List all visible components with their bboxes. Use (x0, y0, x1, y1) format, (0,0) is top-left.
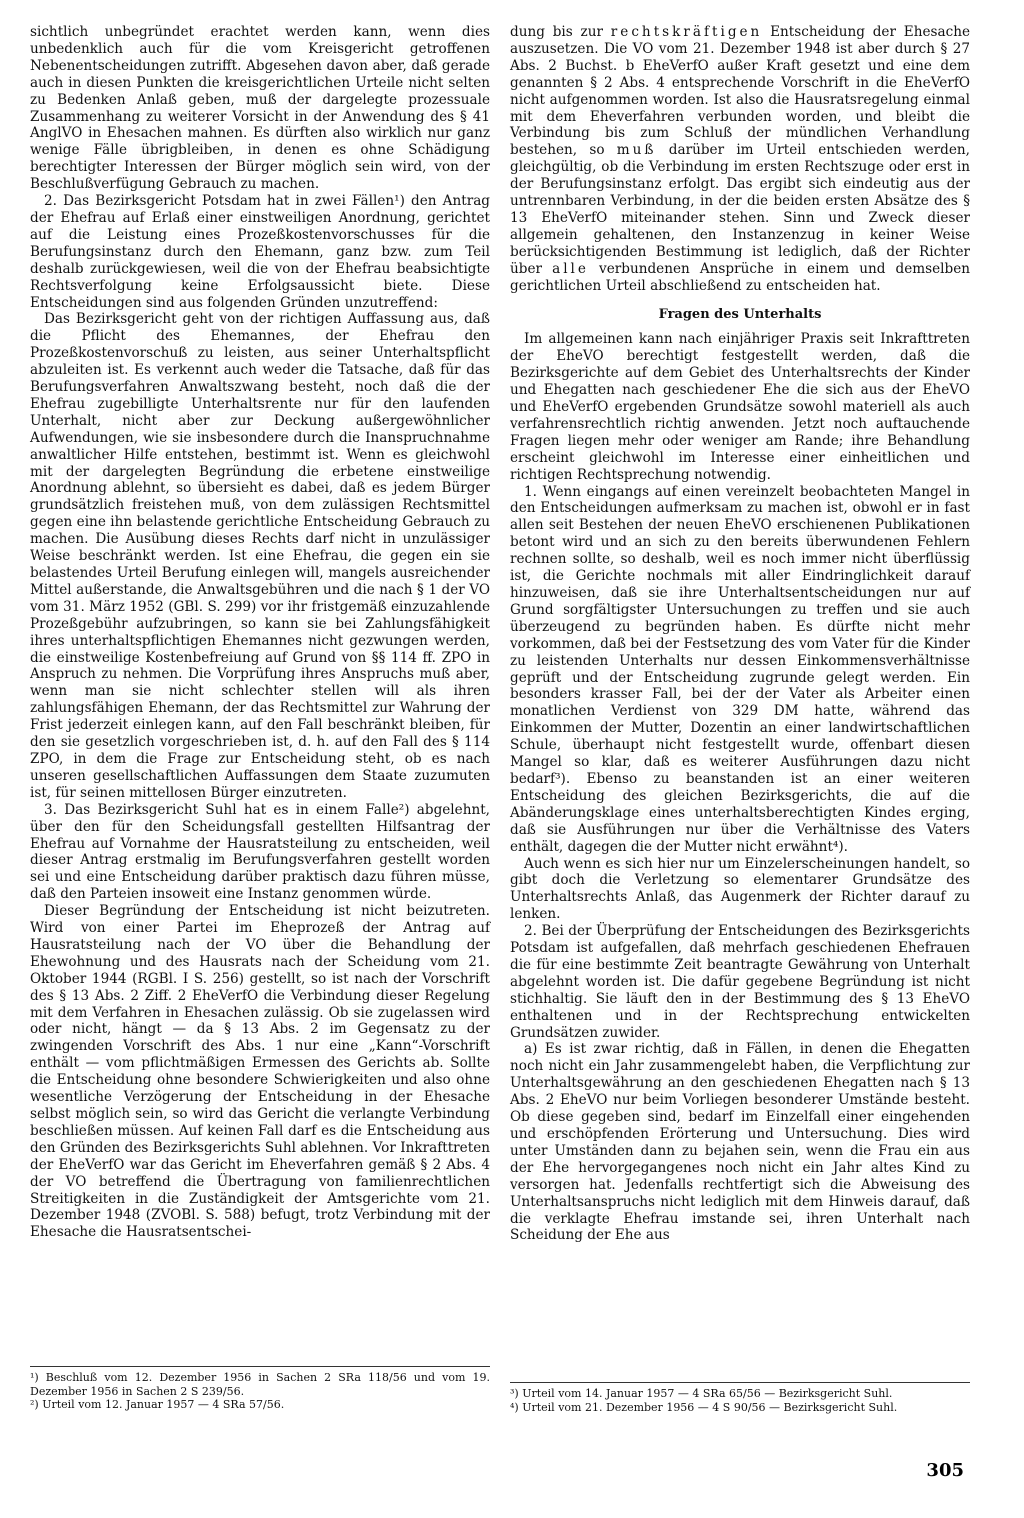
paragraph: Im allgemeinen kann nach einjähriger Praxis seit Inkrafttreten der EheVO berechtigt festgestellt werden, daß die Bezirksgerichte auf dem Gebiet des Unterhaltsrechts der Kinder und Ehegatten nach geschiedener Ehe die sich aus der EheVO und EheVerfO ergebenden Grundsätze sowohl materiell als auch verfahrensrechtlich richtig anwenden. Jetzt noch auftauchende Fragen liegen mehr oder weniger am Rande; ihre Behandlung erscheint gleichwohl im Interesse einer einheitlichen und richtigen Rechtsprechung notwendig. (510, 331, 970, 483)
footnote: ⁴) Urteil vom 21. Dezember 1956 — 4 S 90/56 — Bezirksgericht Suhl. (510, 1400, 898, 1414)
paragraph: a) Es ist zwar richtig, daß in Fällen, in denen die Ehegatten noch nicht ein Jahr zusammengelebt haben, die Verpflichtung zur Unterhaltsgewährung an den geschiedenen Ehegatten nach § 13 Abs. 2 EheVO nur beim Vorliegen besonderer Umstände besteht. Ob diese gegeben sind, bedarf im Einzelfall einer eingehenden und erschöpfenden Erörterung und Untersuchung. Dies wird unter Umständen dann zu bejahen sein, wenn die Frau ein aus der Ehe hervorgegangenes noch nicht ein Jahr altes Kind zu versorgen hat. Jedenfalls rechtfertigt sich die Abweisung des Unterhaltsanspruchs nicht lediglich mit dem Hinweis darauf, daß die verklagte Ehefrau imstande sei, ihren Unterhalt nach Scheidung der Ehe aus (510, 1041, 970, 1244)
left-column-body (30, 24, 490, 1241)
right-column (510, 24, 971, 1414)
spaced-emphasis: rechtskräftigen (610, 24, 763, 40)
text-run: darüber im Urteil entschieden werden, gleichgültig, ob die Verbindung im ersten Rechtszuge oder erst in der Berufungsinstanz erfolgt. Das ergibt sich eindeutig aus der untrennbaren Verbindung, in der die beiden ersten Absätze des § 13 EheVerfO miteinander stehen. Sinn und Zweck dieser allgemein gehaltenen, den Instanzenzug in keiner Weise berücksichtigenden Bestimmung ist lediglich, daß der Richter über (510, 142, 970, 277)
footnote-rule (510, 1382, 970, 1383)
text-run: Entscheidung der Ehesache auszusetzen. Die VO vom 21. Dezember 1948 ist aber durch § 27 Abs. 2 Buchst. b EheVerfO außer Kraft gesetzt und eine dem genannten § 2 Abs. 4 entsprechende Vorschrift in die EheVerfO nicht aufgenommen worden. Ist also die Hausratsregelung einmal mit dem Eheverfahren verbunden worden, und bleibt die Verbindung bis zum Schluß der mündlichen Verhandlung bestehen, so (510, 24, 970, 159)
left-column (30, 24, 490, 1411)
paragraph (510, 24, 970, 295)
text-run: verbundenen Ansprüche in einem und demselben gerichtlichen Urteil abschließend zu entscheiden hat. (510, 260, 971, 294)
paragraph: 2. Das Bezirksgericht Potsdam hat in zwei Fällen¹) den Antrag der Ehefrau auf Erlaß einer einstweiligen Anordnung, gerichtet auf die Leistung eines Prozeßkostenvorschusses für die Berufungsinstanz durch den Ehemann, ganz bzw. zum Teil deshalb zurückgewiesen, weil die von der Ehefrau beabsichtigte Rechtsverfolgung keine Erfolgsaussicht biete. Diese Entscheidungen sind aus folgenden Gründen unzutreffend: (30, 193, 490, 311)
text-run: dung bis zur (510, 24, 611, 40)
paragraph: sichtlich unbegründet erachtet werden kann, wenn dies unbedenklich auch für die vom Kreisgericht getroffenen Nebenentscheidungen zutrifft. Abgesehen davon aber, daß gerade auch in diesen Punkten die kreisgerichtlichen Urteile nicht selten zu Bedenken Anlaß geben, muß der dargelegte prozessuale Zusammenhang zu weiterer Vorsicht in der Anwendung des § 41 AnglVO in Ehesachen mahnen. Es dürften also wirklich nur ganz wenige Fälle übrigbleiben, in denen es ohne Schädigung berechtigter Interessen der Bürger möglich sein wird, von der Beschlußverfügung Gebrauch zu machen. (30, 24, 490, 193)
right-footnotes (510, 1382, 970, 1414)
footnote: ³) Urteil vom 14. Januar 1957 — 4 SRa 65/56 — Bezirksgericht Suhl. (510, 1387, 893, 1400)
page-number: 305 (926, 1460, 964, 1481)
section-heading: Fragen des Unterhalts (658, 306, 822, 322)
left-footnotes (30, 1366, 490, 1412)
document-page (30, 24, 970, 1494)
right-column-body (510, 24, 970, 1244)
paragraph: 3. Das Bezirksgericht Suhl hat es in einem Falle²) abgelehnt, über den für den Scheidungsfall gestellten Hilfsantrag der Ehefrau auf Vornahme der Hausratsteilung zu entscheiden, weil dieser Antrag erstmalig im Berufungsverfahren gestellt worden sei und eine Entscheidung darüber praktisch dazu führen müsse, daß den Parteien insoweit eine Instanz genommen würde. (30, 801, 490, 903)
spaced-emphasis: alle (552, 260, 589, 277)
paragraph: 2. Bei der Überprüfung der Entscheidungen des Bezirksgerichts Potsdam ist aufgefallen, daß mehrfach geschiedenen Ehefrauen die für eine bestimmte Zeit beantragte Gewährung von Unterhalt abgelehnt worden ist. Die dafür gegebene Begründung ist nicht stichhaltig. Sie läuft den in der Bestimmung des § 13 EheVO enthaltenen und in der Rechtsprechung entwickelten Grundsätzen zuwider. (510, 923, 970, 1041)
footnote: ¹) Beschluß vom 12. Dezember 1956 in Sachen 2 SRa 118/56 und vom 19. Dezember 1956 in Sachen 2 S 239/56. (30, 1371, 490, 1398)
footnote-rule (30, 1366, 490, 1367)
paragraph: Das Bezirksgericht geht von der richtigen Auffassung aus, daß die Pflicht des Ehemannes, der Ehefrau den Prozeßkostenvorschuß zu leisten, aus seiner Unterhaltspflicht abzuleiten ist. Es verkennt auch weder die Tatsache, daß für das Berufungsverfahren Anwaltszwang besteht, noch daß die der Ehefrau zugebilligte Unterhaltsrente nur für den laufenden Unterhalt, nicht aber zur Deckung außergewöhnlicher Aufwendungen, wie sie insbesondere durch die Inanspruchnahme anwaltlicher Hilfe entstehen, bestimmt ist. Wenn es gleichwohl mit der dargelegten Begründung die erbetene einstweilige Anordnung ablehnt, so übersieht es dabei, daß es jedem Bürger grundsätzlich freistehen muß, von dem zulässigen Rechtsmittel gegen eine ihn belastende gerichtliche Entscheidung Gebrauch zu machen. Die Ausübung dieses Rechts darf nicht in unzulässiger Weise beschränkt werden. Ist eine Ehefrau, die gegen ein sie belastendes Urteil Berufung einlegen will, mangels ausreichender Mittel außerstande, die Anwaltsgebühren und die nach § 1 der VO vom 31. März 1952 (GBl. S. 299) vor ihr fristgemäß einzuzahlende Prozeßgebühr aufzubringen, so kann sie bei Zahlungsfähigkeit ihres unterhaltspflichtigen Ehemannes nicht gezwungen werden, die einstweilige Kostenbefreiung auf Grund von §§ 114 ff. ZPO in Anspruch zu nehmen. Die Vorprüfung ihres Anspruchs muß aber, wenn man sie nicht schlechter stellen will als ihren zahlungsfähigen Ehemann, der das Rechtsmittel zur Wahrung der Frist jederzeit einlegen kann, auf den Fall beschränkt bleiben, für den sie gesetzlich vorgeschrieben ist, d. h. auf den Fall des § 114 ZPO, in dem die Frage zur Entscheidung steht, ob es nach unseren gesellschaftlichen Auffassungen dem Staate zuzumuten ist, für seinen mittellosen Bürger einzutreten. (30, 311, 490, 801)
spaced-emphasis: muß (616, 142, 657, 159)
footnote: ²) Urteil vom 12. Januar 1957 — 4 SRa 57/56. (30, 1398, 285, 1411)
paragraph: Dieser Begründung der Entscheidung ist nicht beizutreten. Wird von einer Partei im Eheprozeß der Antrag auf Hausratsteilung nach der VO über die Behandlung der Ehewohnung und des Hausrats nach der Scheidung vom 21. Oktober 1944 (RGBl. I S. 256) gestellt, so ist nach der Vorschrift des § 13 Abs. 2 Ziff. 2 EheVerfO die Verbindung dieser Regelung mit dem Verfahren in Ehesachen zulässig. Ob sie zugelassen wird oder nicht, hängt — da § 13 Abs. 2 im Gegensatz zu der zwingenden Vorschrift des Abs. 1 nur eine „Kann“-Vorschrift enthält — vom pflichtmäßigen Ermessen des Gerichts ab. Sollte die Entscheidung ohne besondere Schwierigkeiten und also ohne wesentliche Verzögerung der Entscheidung in der Ehesache selbst möglich sein, so wird das Gericht die verlangte Verbindung beschließen müssen. Auf keinen Fall darf es die Entscheidung aus den Gründen des Bezirksgerichts Suhl ablehnen. Vor Inkrafttreten der EheVerfO war das Gericht im Eheverfahren gemäß § 2 Abs. 4 der VO betreffend die Übertragung von familienrechtlichen Streitigkeiten in die Zuständigkeit der Amtsgerichte vom 21. Dezember 1948 (ZVOBl. S. 588) befugt, trotz Verbindung mit der Ehesache die Hausratsentschei- (30, 903, 490, 1241)
paragraph: 1. Wenn eingangs auf einen vereinzelt beobachteten Mangel in den Entscheidungen aufmerksam zu machen ist, obwohl er in fast allen seit Bestehen der neuen EheVO erschienenen Publikationen betont wird und an sich zu den bereits überwundenen Fehlern rechnen sollte, so deshalb, weil es noch immer nicht überflüssig ist, die Gerichte nochmals mit aller Eindringlichkeit darauf hinzuweisen, daß sie ihre Unterhaltsentscheidungen nur auf Grund sorgfältigster Untersuchungen zu treffen und sie auch überzeugend zu begründen haben. Es dürfte nicht mehr vorkommen, daß bei der Festsetzung des vom Vater für die Kinder zu leistenden Unterhalts nur dessen Einkommensverhältnisse geprüft und der Entscheidung zugrunde gelegt werden. Ein besonders krasser Fall, bei der der Vater als Arbeiter einen monatlichen Verdienst von 329 DM hatte, während das Einkommen der Mutter, Dozentin an einer landwirtschaftlichen Schule, überhaupt nicht festgestellt wurde, offenbart diesen Mangel so klar, daß es weiterer Ausführungen dazu nicht bedarf³). Ebenso zu beanstanden ist an einer weiteren Entscheidung des gleichen Bezirksgerichts, die auf die Abänderungsklage eines unterhaltsberechtigten Kindes erging, daß sie Ausführungen nur über die Verhältnisse des Vaters enthält, dagegen die der Mutter nicht erwähnt⁴). (510, 483, 970, 855)
paragraph: Auch wenn es sich hier nur um Einzelerscheinungen handelt, so gibt doch die Verletzung so elementarer Grundsätze des Unterhaltsrechts Anlaß, das Augenmerk der Richter darauf zu lenken. (510, 855, 970, 923)
